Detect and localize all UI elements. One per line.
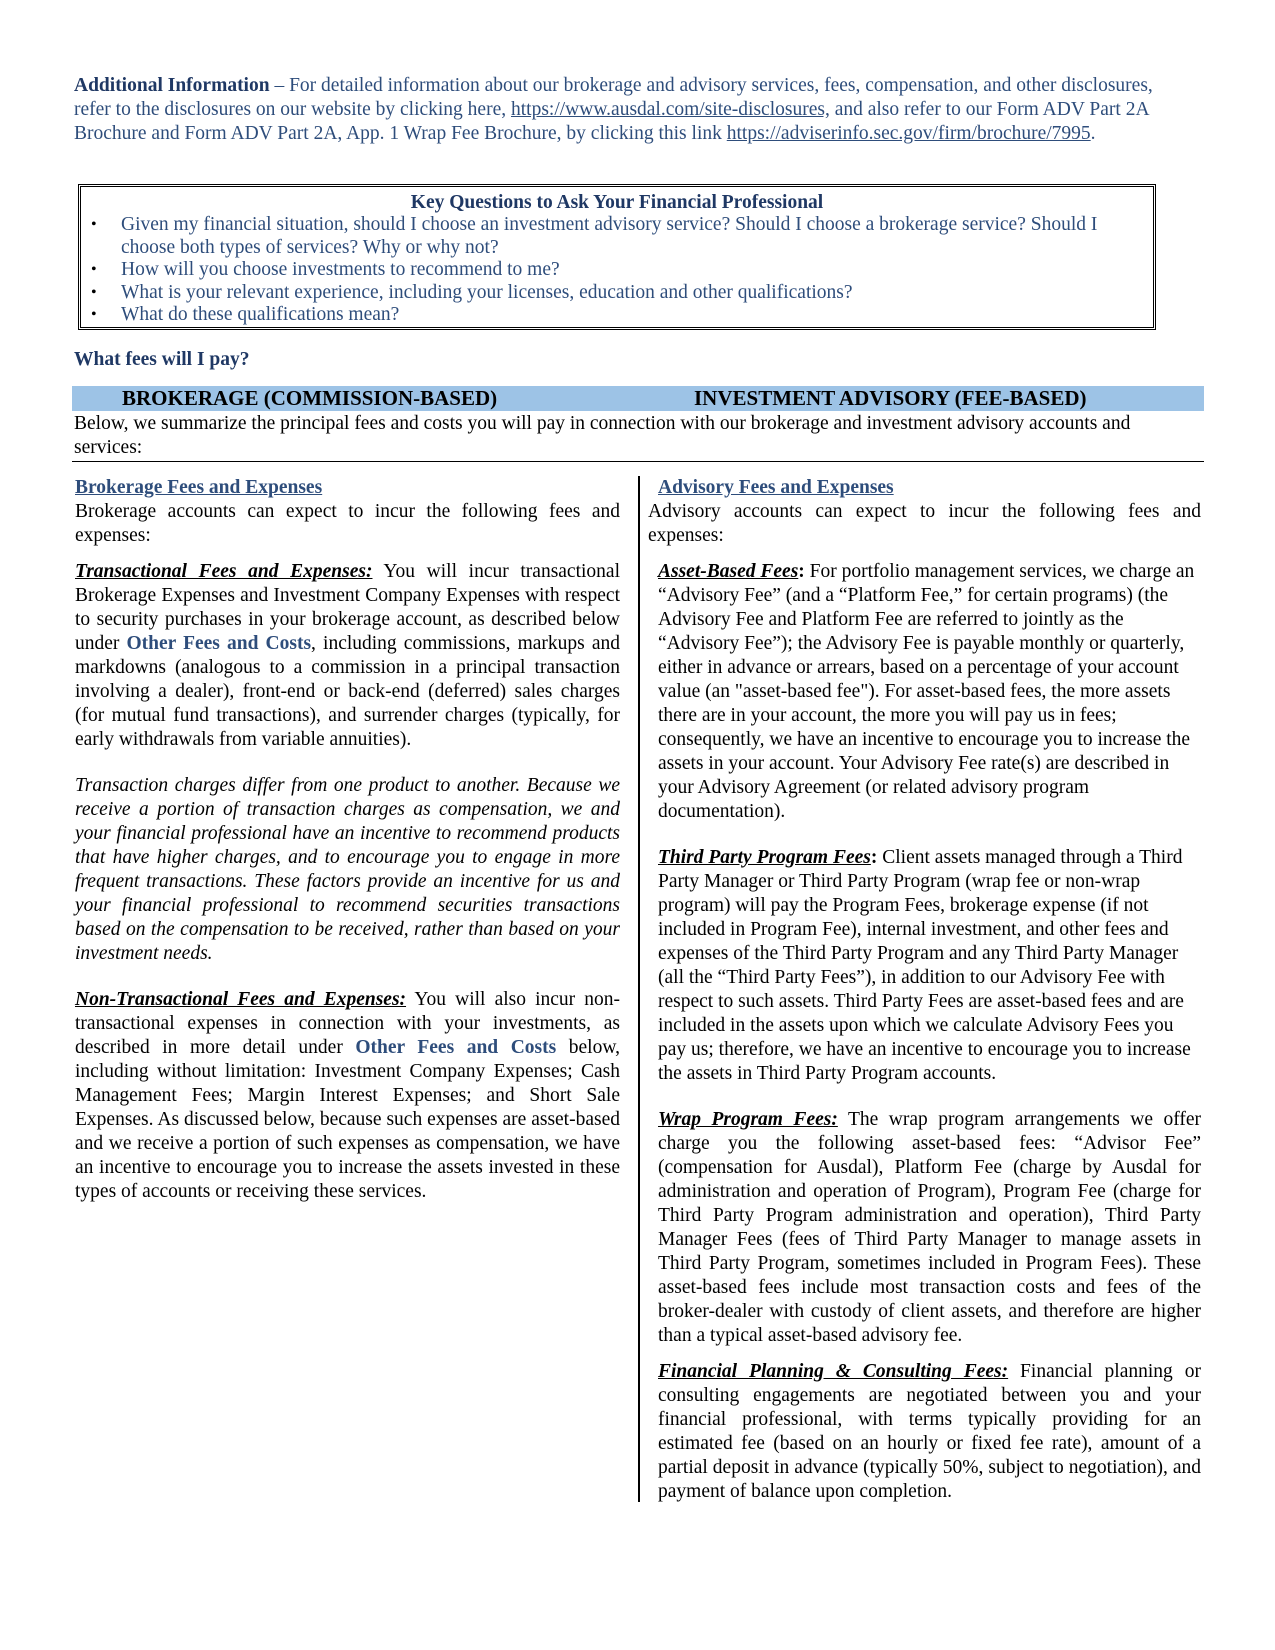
- advisory-header: INVESTMENT ADVISORY (FEE-BASED): [694, 386, 1087, 410]
- financial-planning-fees-paragraph: [648, 1360, 1201, 1504]
- other-fees-reference: Other Fees and Costs: [355, 1037, 557, 1058]
- transactional-fees-paragraph: [75, 560, 620, 752]
- wrap-program-fees-text: The wrap program arrangements we offer charge you the following asset-based fees: “Advisor Fee” (compensation for Ausdal), Platform Fee (charge by Ausdal for administration and operation of Program), Program Fee (charge for Third Party Program administration and operation), Third Party Manager Fees (fees of Third Party Manager to manage assets in Third Party Program, sometimes included in Program Fees). These asset-based fees include most transaction costs and fees of the broker-dealer with custody of client assets, and therefore are higher than a typical asset-based advisory fee.: [658, 1109, 1201, 1346]
- third-party-fees-colon: :: [870, 847, 878, 868]
- non-transactional-fees-text2: below, including without limitation: Investment Company Expenses; Cash Management Fees; Margin Interest Expenses; and Short Sale Expenses. As discussed below, because such expenses are asset-based and we receive a portion of such expenses as compensation, we have an incentive to encourage you to increase the assets invested in these types of accounts or receiving these services.: [75, 1037, 621, 1202]
- transactional-fees-lead: Transactional Fees and Expenses:: [75, 561, 373, 582]
- wrap-program-fees-lead: Wrap Program Fees:: [658, 1109, 838, 1130]
- key-questions-title: Key Questions to Ask Your Financial Professional: [410, 192, 824, 213]
- summary-text: Below, we summarize the principal fees and costs you will pay in connection with our brokerage and investment advisory accounts and services:: [74, 413, 1131, 458]
- asset-based-fees-colon: :: [798, 561, 805, 582]
- third-party-fees-lead: Third Party Program Fees: [658, 847, 871, 868]
- transaction-charges-note: Transaction charges differ from one product to another. Because we receive a portion of transaction charges as compensation, we and your financial professional have an incentive to recommend products that have higher charges, and to encourage you to engage in more frequent transactions. These factors provide an incentive for us and your financial professional to recommend securities transactions based on the compensation to be received, rather than based on your investment needs.: [75, 775, 620, 964]
- additional-information-text2: and also refer to our Form ADV Part 2A Brochure and Form ADV Part 2A, App. 1 Wrap Fee Brochure, by clicking this link: [74, 99, 1149, 144]
- column-header-band: [72, 386, 1204, 411]
- key-question-item: • Given my financial situation, should I choose an investment advisory service? Should I choose a brokerage service? Should I choose both types of services? Why or why not?: [121, 214, 1153, 259]
- divider-line: [72, 461, 1204, 462]
- additional-information-dash: –: [269, 75, 290, 96]
- fees-question-heading: What fees will I pay?: [74, 349, 250, 370]
- third-party-fees-paragraph: [648, 846, 1201, 1086]
- additional-information-label: Additional Information: [74, 75, 270, 96]
- non-transactional-fees-text1: You will also incur non-transactional expenses in connection with your investments, as described in more detail under: [75, 989, 621, 1058]
- other-fees-reference: Other Fees and Costs: [126, 633, 312, 654]
- financial-planning-fees-lead: Financial Planning & Consulting Fees:: [658, 1361, 1009, 1382]
- third-party-fees-text: Client assets managed through a Third Party Manager or Third Party Program (wrap fee or non-wrap program) will pay the Program Fees, brokerage expense (if not included in Program Fee), internal investment, and other fees and expenses of the Third Party Program and any Third Party Manager (all the “Third Party Fees”), in addition to our Advisory Fee with respect to such assets. Third Party Fees are asset-based fees and are included in the assets upon which we calculate Advisory Fees you pay us; therefore, we have an incentive to encourage you to increase the assets in Third Party Program accounts.: [658, 847, 1191, 1084]
- additional-information-end: .: [1090, 123, 1096, 144]
- brokerage-column: [75, 476, 620, 1204]
- asset-based-fees-text: For portfolio management services, we charge an “Advisory Fee” (and a “Platform Fee,” for certain programs) (the Advisory Fee and Platform Fee are referred to jointly as the “Advisory Fee”); the Advisory Fee is payable monthly or quarterly, either in advance or arrears, based on a percentage of your account value (an "asset-based fee"). For asset-based fees, the more assets there are in your account, the more you will pay us in fees; consequently, we have an incentive to encourage you to increase the assets in your account. Your Advisory Fee rate(s) are described in your Advisory Agreement (or related advisory program documentation).: [658, 561, 1195, 822]
- additional-information: [74, 74, 1174, 146]
- brokerage-fees-heading: Brokerage Fees and Expenses: [75, 477, 323, 498]
- brokerage-header: BROKERAGE (COMMISSION-BASED): [122, 386, 498, 410]
- advisory-intro: Advisory accounts can expect to incur the following fees and expenses:: [648, 501, 1201, 546]
- brochure-link[interactable]: https://adviserinfo.sec.gov/firm/brochure/7995: [726, 123, 1091, 144]
- asset-based-fees-lead: Asset-Based Fees: [658, 561, 799, 582]
- brokerage-intro: Brokerage accounts can expect to incur the following fees and expenses:: [75, 501, 620, 546]
- transactional-fees-text1: You will incur transactional Brokerage Expenses and Investment Company Expenses with respect to security purchases in your brokerage account, as described below under: [75, 561, 620, 654]
- advisory-column: [648, 476, 1201, 1504]
- key-questions-box: [78, 184, 1156, 330]
- transactional-fees-text2: , including commissions, markups and markdowns (analogous to a commission in a principal transaction involving a dealer), front-end or back-end (deferred) sales charges (for mutual fund transactions), and surrender charges (typically, for early withdrawals from variable annuities).: [75, 633, 621, 750]
- wrap-program-fees-paragraph: [648, 1108, 1201, 1348]
- advisory-fees-heading: Advisory Fees and Expenses: [658, 477, 894, 498]
- asset-based-fees-paragraph: [648, 560, 1201, 824]
- non-transactional-fees-paragraph: [75, 988, 620, 1204]
- key-question-item: • What is your relevant experience, including your licenses, education and other qualifications?: [121, 282, 1153, 305]
- key-question-item: • How will you choose investments to recommend to me?: [121, 259, 1153, 282]
- non-transactional-fees-lead: Non-Transactional Fees and Expenses:: [75, 989, 407, 1010]
- additional-information-text1: For detailed information about our brokerage and advisory services, fees, compensation, and other disclosures, refer to the disclosures on our website by clicking here,: [74, 75, 1153, 120]
- key-questions-list: [81, 214, 1153, 327]
- site-disclosures-link[interactable]: https://www.ausdal.com/site-disclosures,: [511, 99, 830, 120]
- key-question-item: • What do these qualifications mean?: [121, 304, 1153, 327]
- financial-planning-fees-text: Financial planning or consulting engagements are negotiated between you and your financial professional, with terms typically providing for an estimated fee (based on an hourly or fixed fee rate), amount of a partial deposit in advance (typically 50%, subject to negotiation), and payment of balance upon completion.: [658, 1361, 1201, 1502]
- column-divider: [638, 476, 640, 1502]
